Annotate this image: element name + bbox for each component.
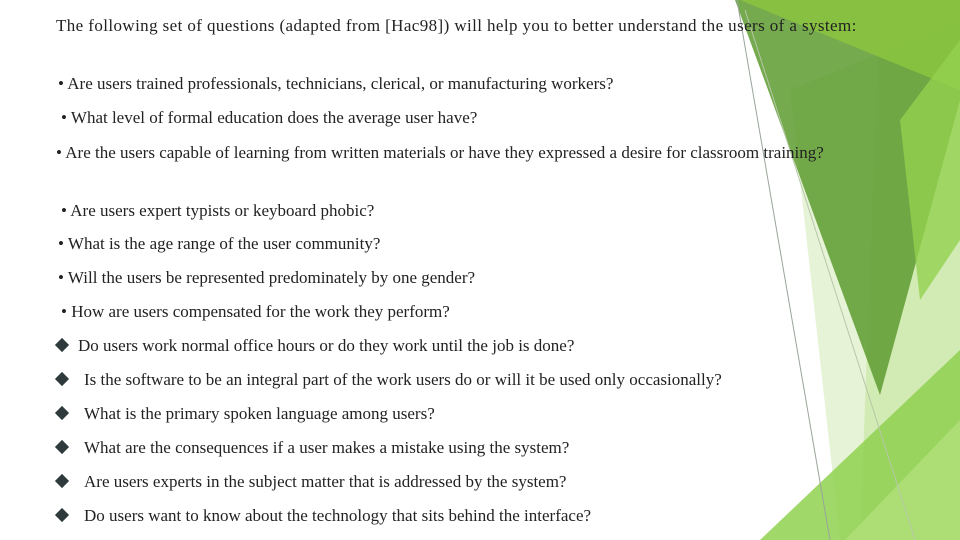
question-item: What are the consequences if a user makes a mistake using the system?: [84, 438, 570, 457]
question-item: • What is the age range of the user community?: [58, 234, 381, 253]
intro-paragraph: The following set of questions (adapted from [Hac98]) will help you to better understand the users of a system:: [56, 16, 857, 35]
diamond-bullet-icon: [55, 406, 69, 420]
question-item: Do users want to know about the technology that sits behind the interface?: [84, 506, 592, 525]
question-item: Is the software to be an integral part of the work users do or will it be used only occasionally?: [84, 370, 722, 389]
question-item: What is the primary spoken language among users?: [84, 404, 435, 423]
question-item: • Will the users be represented predominately by one gender?: [58, 268, 476, 287]
question-item: Are users experts in the subject matter that is addressed by the system?: [84, 472, 567, 491]
question-item: Do users work normal office hours or do they work until the job is done?: [78, 336, 575, 355]
diamond-bullet-icon: [55, 372, 69, 386]
question-item: • Are users trained professionals, technicians, clerical, or manufacturing workers?: [58, 74, 614, 93]
diamond-bullet-icon: [55, 474, 69, 488]
diamond-bullet-icon: [55, 440, 69, 454]
question-item: • What level of formal education does the average user have?: [61, 108, 478, 127]
diamond-bullet-icon: [55, 508, 69, 522]
diamond-bullet-icon: [55, 338, 69, 352]
question-item: • Are users expert typists or keyboard phobic?: [61, 201, 375, 220]
question-item: • Are the users capable of learning from written materials or have they expressed a desire for classroom training?: [56, 143, 824, 162]
question-item: • How are users compensated for the work they perform?: [61, 302, 450, 321]
